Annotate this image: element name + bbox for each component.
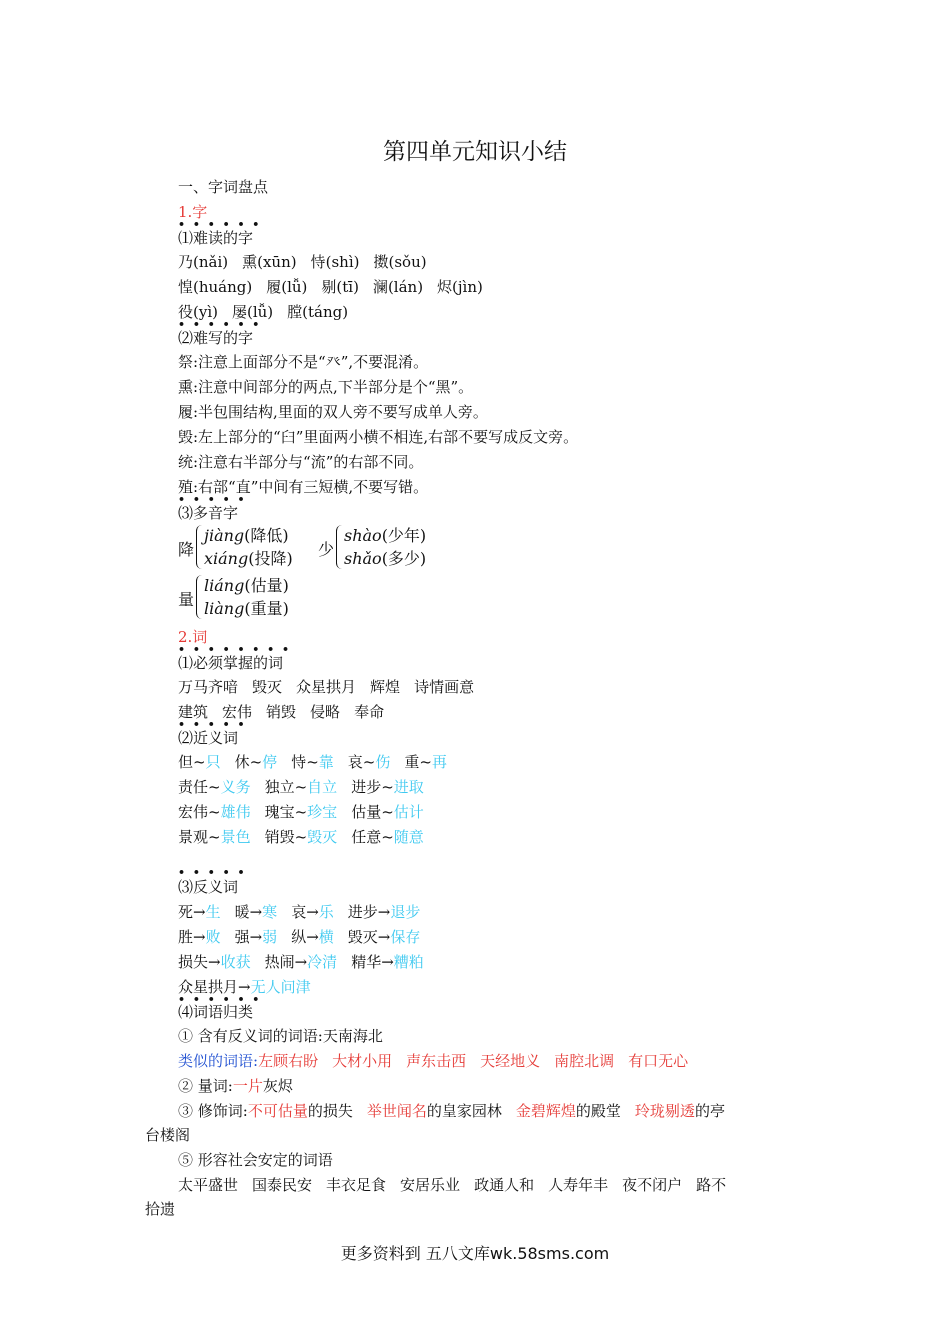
hard-write-line: 履:半包围结构,里面的双人旁不要写成单人旁。 — [178, 403, 488, 421]
heading-hard-write: ⑵难写的字 — [178, 329, 254, 347]
synonym-pair: 哀~伤 — [347, 753, 391, 771]
brace-icon — [196, 575, 203, 619]
emphasis-dots: • • • • • — [178, 866, 247, 879]
antonym-row — [178, 951, 424, 973]
hard-read-row-2 — [178, 276, 483, 298]
category-measure-word: ② 量词:一片灰烬 — [178, 1077, 293, 1095]
antonym-pair: 胜→败 — [178, 928, 221, 946]
synonym-pair: 独立~自立 — [264, 778, 338, 796]
emphasis-dots: • • • • • • — [178, 993, 262, 1006]
heading-categories: ⑷词语归类 — [178, 1003, 254, 1021]
category-stable-society: ⑤ 形容社会安定的词语 — [178, 1151, 333, 1169]
synonym-pair: 估量~估计 — [351, 803, 424, 821]
synonym-row — [178, 751, 447, 773]
hard-read-row-1 — [178, 251, 427, 273]
emphasis-dots: • • • • • — [178, 493, 247, 506]
antonym-pair: 毁灭→保存 — [347, 928, 421, 946]
idiom-item: 太平盛世 — [178, 1176, 239, 1194]
reading-2: shǎo(多少) — [344, 549, 427, 568]
category-modifiers: ③ 修饰词:不可估量的损失 举世闻名的皇家园林 金碧辉煌的殿堂 玲珑剔透的亭 — [178, 1102, 725, 1120]
idiom-item: 天经地义 — [480, 1052, 541, 1070]
word-item: 万马齐喑 — [178, 678, 239, 696]
hard-write-line: 熏:注意中间部分的两点,下半部分是个“黑”。 — [178, 378, 474, 396]
antonym-pair: 死→生 — [178, 903, 221, 921]
idiom-item: 有口无心 — [628, 1052, 689, 1070]
polyphone-shao — [318, 525, 458, 571]
page-title: 第四单元知识小结 — [383, 139, 567, 165]
char-item: 剔(tī) — [321, 278, 359, 296]
char-item: 履(lǚ) — [266, 278, 308, 296]
word-item: 诗情画意 — [414, 678, 475, 696]
heading-synonyms: ⑵近义词 — [178, 729, 239, 747]
char-item: 屡(lǚ) — [231, 303, 274, 321]
antonym-pair: 损失→收获 — [178, 953, 251, 971]
word-item: 侵略 — [310, 703, 341, 721]
heading-hard-read: ⑴难读的字 — [178, 229, 254, 247]
char-item: 恃(shì) — [310, 253, 360, 271]
brace-icon — [196, 525, 203, 569]
antonym-pair: 热闹→冷清 — [264, 953, 338, 971]
word-item: 销毁 — [266, 703, 297, 721]
char-item: 澜(lán) — [372, 278, 424, 296]
must-row-1 — [178, 676, 474, 698]
synonym-pair: 景观~景色 — [178, 828, 251, 846]
antonym-pair: 暖→寒 — [234, 903, 278, 921]
idiom-item: 丰衣足食 — [326, 1176, 387, 1194]
modifiers-wrap: 台楼阁 — [145, 1126, 191, 1144]
section-heading: 一、字词盘点 — [178, 178, 269, 196]
footer-link[interactable]: 更多资料到 五八文库wk.58sms.com — [340, 1244, 610, 1263]
synonym-pair: 但~只 — [178, 753, 221, 771]
idiom-item: 左顾右盼 — [258, 1052, 319, 1070]
antonym-pair: 哀→乐 — [291, 903, 334, 921]
synonym-pair: 销毁~毁灭 — [264, 828, 338, 846]
word-item: 奉命 — [354, 703, 385, 721]
idiom-item: 大材小用 — [332, 1052, 393, 1070]
reading-2: xiáng(投降) — [204, 549, 293, 568]
antonym-pair: 众星拱月→无人问津 — [178, 978, 311, 996]
synonym-row — [178, 776, 424, 798]
emphasis-dots: • • • • • • — [178, 318, 262, 331]
idiom-item: 路不 — [696, 1176, 727, 1194]
heading-must-know: ⑴必须掌握的词 — [178, 654, 284, 672]
word-item: 辉煌 — [370, 678, 401, 696]
emphasis-dots: • • • • • — [178, 718, 247, 731]
char-item: 擞(sǒu) — [373, 253, 427, 271]
heading-antonyms: ⑶反义词 — [178, 878, 239, 896]
antonym-row — [178, 926, 420, 948]
stable-society-words — [178, 1174, 726, 1196]
synonym-pair: 任意~随意 — [351, 828, 424, 846]
hard-write-line: 祭:注意上面部分不是“癶”,不要混淆。 — [178, 353, 429, 371]
synonym-row — [178, 826, 424, 848]
reading-2: liàng(重量) — [204, 599, 289, 618]
polyphone-char: 降 — [178, 540, 195, 559]
subsection-ci: 2.词 — [178, 628, 208, 646]
synonym-pair: 休~停 — [234, 753, 278, 771]
brace-icon — [336, 525, 343, 569]
synonym-pair: 瑰宝~珍宝 — [264, 803, 338, 821]
char-item: 役(yì) — [178, 303, 218, 321]
hard-write-line: 殖:右部“直”中间有三短横,不要写错。 — [178, 478, 429, 496]
idiom-item: 安居乐业 — [400, 1176, 461, 1194]
idiom-item: 夜不闭户 — [622, 1176, 683, 1194]
antonym-pair: 强→弱 — [234, 928, 278, 946]
polyphone-liang — [178, 575, 318, 621]
hard-write-line: 统:注意右半部分与“流”的右部不同。 — [178, 453, 424, 471]
char-item: 惶(huáng) — [178, 278, 253, 296]
char-item: 烬(jìn) — [437, 278, 483, 296]
synonym-row — [178, 801, 424, 823]
subsection-zi: 1.字 — [178, 203, 208, 221]
word-item: 众星拱月 — [296, 678, 357, 696]
synonym-pair: 进步~进取 — [351, 778, 424, 796]
idiom-item: 政通人和 — [474, 1176, 535, 1194]
polyphone-jiang — [178, 525, 318, 571]
similar-words-label: 类似的词语: — [178, 1052, 259, 1070]
char-item: 熏(xūn) — [242, 253, 297, 271]
similar-words-row — [178, 1050, 688, 1072]
polyphone-char: 少 — [318, 540, 335, 559]
antonym-row — [178, 901, 420, 923]
synonym-pair: 恃~靠 — [291, 753, 334, 771]
antonym-pair: 进步→退步 — [347, 903, 421, 921]
stable-society-wrap: 拾遗 — [145, 1200, 176, 1218]
heading-polyphone: ⑶多音字 — [178, 504, 239, 522]
synonym-pair: 宏伟~雄伟 — [178, 803, 251, 821]
polyphone-char: 量 — [178, 590, 195, 609]
idiom-item: 南腔北调 — [554, 1052, 615, 1070]
category-antonym-words: ① 含有反义词的词语:天南海北 — [178, 1027, 383, 1045]
char-item: 乃(nǎi) — [178, 253, 229, 271]
word-item: 宏伟 — [222, 703, 253, 721]
reading-1: liáng(估量) — [204, 576, 289, 595]
emphasis-dots: • • • • • • — [178, 218, 262, 231]
idiom-item: 声东击西 — [406, 1052, 467, 1070]
antonym-pair: 精华→糟粕 — [351, 953, 424, 971]
synonym-pair: 重~再 — [404, 753, 447, 771]
word-item: 建筑 — [178, 703, 209, 721]
antonym-pair: 纵→横 — [291, 928, 334, 946]
reading-1: shào(少年) — [344, 526, 427, 545]
idiom-item: 国泰民安 — [252, 1176, 313, 1194]
char-item: 膛(táng) — [287, 303, 349, 321]
synonym-pair: 责任~义务 — [178, 778, 251, 796]
hard-write-line: 毁:左上部分的“臼”里面两小横不相连,右部不要写成反文旁。 — [178, 428, 579, 446]
emphasis-dots: • • • • • • • • — [178, 643, 292, 656]
word-item: 毁灭 — [252, 678, 283, 696]
reading-1: jiàng(降低) — [204, 526, 289, 545]
idiom-item: 人寿年丰 — [548, 1176, 609, 1194]
